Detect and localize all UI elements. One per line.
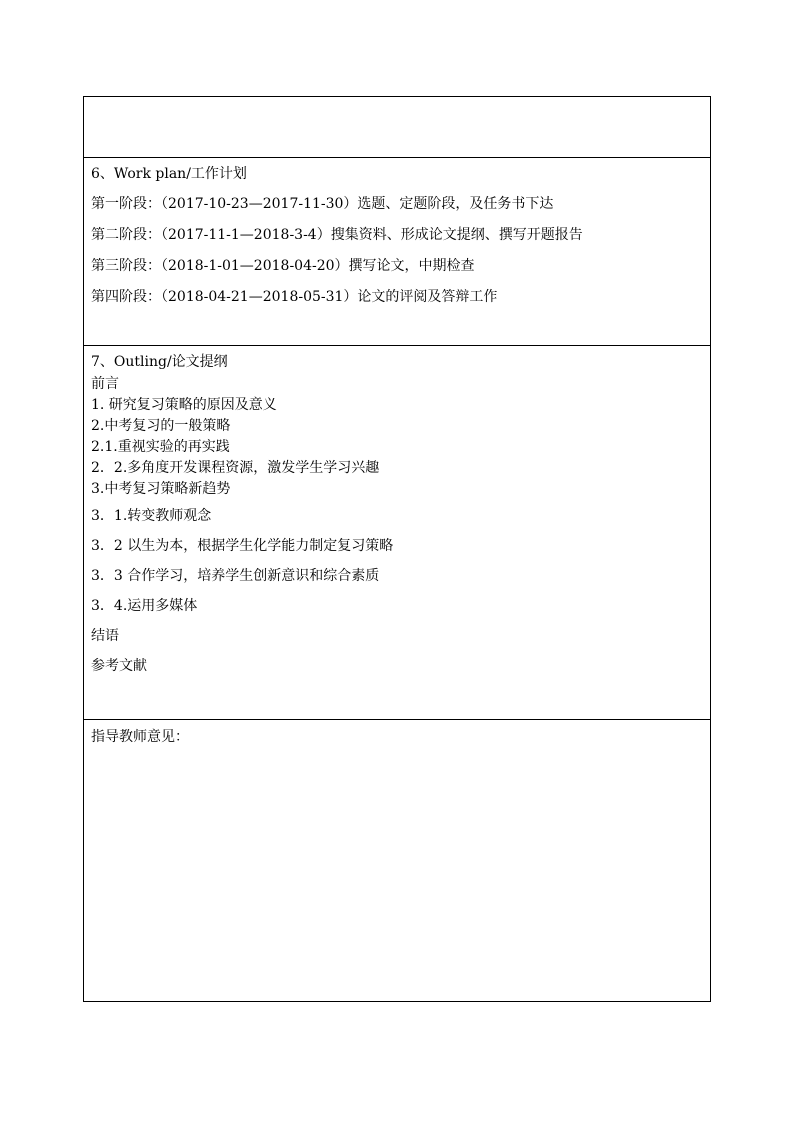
outline-item-3-4: 3．4.运用多媒体 xyxy=(91,598,198,614)
outline-item-2-1: 2.1.重视实验的再实践 xyxy=(91,439,230,455)
advisor-comment-label: 指导教师意见： xyxy=(91,729,189,745)
advisor-comment-section xyxy=(84,719,710,1001)
outline-item-3-1: 3．1.转变教师观念 xyxy=(91,508,212,524)
outline-section xyxy=(84,345,710,719)
work-plan-stage-1: 第一阶段：（2017-10-23—2017-11-30）选题、定题阶段，及任务书下达 xyxy=(91,196,554,212)
work-plan-stage-2: 第二阶段：（2017-11-1—2018-3-4）搜集资料、形成论文提纲、撰写开题报告 xyxy=(91,227,583,243)
work-plan-title: 6、Work plan/工作计划 xyxy=(91,166,247,182)
outline-item-foreword: 前言 xyxy=(91,376,119,392)
outline-item-3-2: 3．2 以生为本，根据学生化学能力制定复习策略 xyxy=(91,538,394,554)
empty-row xyxy=(84,97,710,157)
proposal-form-table xyxy=(83,96,711,1002)
outline-item-2-2: 2．2.多角度开发课程资源，激发学生学习兴趣 xyxy=(91,460,380,476)
work-plan-stage-4: 第四阶段：（2018-04-21—2018-05-31）论文的评阅及答辩工作 xyxy=(91,289,498,305)
work-plan-section xyxy=(84,157,710,345)
outline-title: 7、Outling/论文提纲 xyxy=(91,354,228,370)
outline-item-references: 参考文献 xyxy=(91,658,147,674)
outline-item-3: 3.中考复习策略新趋势 xyxy=(91,481,231,497)
outline-item-3-3: 3．3 合作学习，培养学生创新意识和综合素质 xyxy=(91,568,380,584)
outline-item-conclusion: 结语 xyxy=(91,628,119,644)
work-plan-stage-3: 第三阶段：（2018-1-01—2018-04-20）撰写论文，中期检查 xyxy=(91,258,475,274)
outline-item-1: 1. 研究复习策略的原因及意义 xyxy=(91,397,277,413)
outline-item-2: 2.中考复习的一般策略 xyxy=(91,418,231,434)
